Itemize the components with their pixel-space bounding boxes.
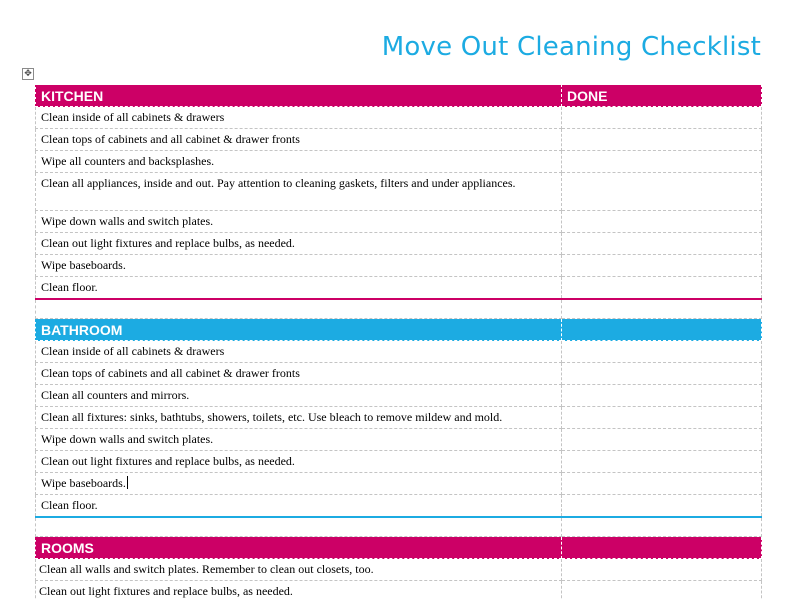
header-empty-cell xyxy=(562,537,762,559)
spacer-row xyxy=(36,299,762,319)
done-cell[interactable] xyxy=(562,211,762,233)
header-empty-cell xyxy=(562,319,762,341)
done-cell[interactable] xyxy=(562,473,762,495)
task-cell[interactable]: Clean all appliances, inside and out. Pay attention to cleaning gaskets, filters and under appliances. xyxy=(36,173,562,211)
done-cell[interactable] xyxy=(562,429,762,451)
empty-cell[interactable] xyxy=(562,299,762,319)
table-row xyxy=(36,255,762,277)
task-cell[interactable]: Clean inside of all cabinets & drawers xyxy=(36,341,562,363)
task-cell[interactable]: Clean floor. xyxy=(36,495,562,518)
task-cell[interactable]: Wipe baseboards. xyxy=(36,255,562,277)
table-row xyxy=(36,451,762,473)
task-cell[interactable]: Wipe down walls and switch plates. xyxy=(36,211,562,233)
done-cell[interactable] xyxy=(562,107,762,129)
section-header-kitchen xyxy=(36,85,762,107)
section-title: KITCHEN xyxy=(36,85,562,107)
task-cell[interactable]: Wipe down walls and switch plates. xyxy=(36,429,562,451)
table-row xyxy=(36,385,762,407)
task-cell[interactable]: Clean out light fixtures and replace bulbs, as needed. xyxy=(36,233,562,255)
done-cell[interactable] xyxy=(562,495,762,518)
table-row xyxy=(36,473,762,495)
table-row xyxy=(36,495,762,518)
table-row xyxy=(36,277,762,300)
task-cell[interactable]: Clean all fixtures: sinks, bathtubs, showers, toilets, etc. Use bleach to remove mildew and mold. xyxy=(36,407,562,429)
table-row xyxy=(36,151,762,173)
task-cell[interactable]: Clean out light fixtures and replace bulbs, as needed. xyxy=(36,581,562,600)
table-row xyxy=(36,211,762,233)
done-cell[interactable] xyxy=(562,407,762,429)
empty-cell[interactable] xyxy=(562,517,762,537)
done-cell[interactable] xyxy=(562,233,762,255)
task-cell[interactable]: Clean inside of all cabinets & drawers xyxy=(36,107,562,129)
spacer-row xyxy=(36,517,762,537)
table-row xyxy=(36,233,762,255)
task-cell[interactable]: Clean floor. xyxy=(36,277,562,300)
done-cell[interactable] xyxy=(562,341,762,363)
table-row xyxy=(36,341,762,363)
section-header-bathroom xyxy=(36,319,762,341)
table-row xyxy=(36,429,762,451)
task-text: Wipe baseboards. xyxy=(41,476,126,490)
section-title: BATHROOM xyxy=(36,319,562,341)
done-cell[interactable] xyxy=(562,385,762,407)
table-row xyxy=(36,407,762,429)
section-title: ROOMS xyxy=(36,537,562,559)
done-cell[interactable] xyxy=(562,363,762,385)
table-row xyxy=(36,129,762,151)
done-cell[interactable] xyxy=(562,151,762,173)
table-row xyxy=(36,581,762,600)
page-title: Move Out Cleaning Checklist xyxy=(381,32,761,62)
task-cell[interactable]: Clean tops of cabinets and all cabinet & drawer fronts xyxy=(36,363,562,385)
empty-cell[interactable] xyxy=(36,299,562,319)
done-cell[interactable] xyxy=(562,451,762,473)
table-row xyxy=(36,173,762,211)
done-cell[interactable] xyxy=(562,129,762,151)
task-cell[interactable] xyxy=(36,473,562,495)
table-row xyxy=(36,363,762,385)
task-cell[interactable]: Clean tops of cabinets and all cabinet & drawer fronts xyxy=(36,129,562,151)
done-column-header: DONE xyxy=(562,85,762,107)
task-cell[interactable]: Wipe all counters and backsplashes. xyxy=(36,151,562,173)
done-cell[interactable] xyxy=(562,255,762,277)
table-row xyxy=(36,107,762,129)
done-cell[interactable] xyxy=(562,173,762,211)
done-cell[interactable] xyxy=(562,581,762,600)
done-cell[interactable] xyxy=(562,277,762,300)
task-cell[interactable]: Clean all counters and mirrors. xyxy=(36,385,562,407)
checklist-table xyxy=(35,84,762,600)
table-move-handle-icon[interactable]: ✥ xyxy=(22,68,34,80)
section-header-rooms xyxy=(36,537,762,559)
task-cell[interactable]: Clean out light fixtures and replace bulbs, as needed. xyxy=(36,451,562,473)
text-cursor xyxy=(127,476,128,489)
empty-cell[interactable] xyxy=(36,517,562,537)
task-cell[interactable]: Clean all walls and switch plates. Remember to clean out closets, too. xyxy=(36,559,562,581)
table-row xyxy=(36,559,762,581)
done-cell[interactable] xyxy=(562,559,762,581)
